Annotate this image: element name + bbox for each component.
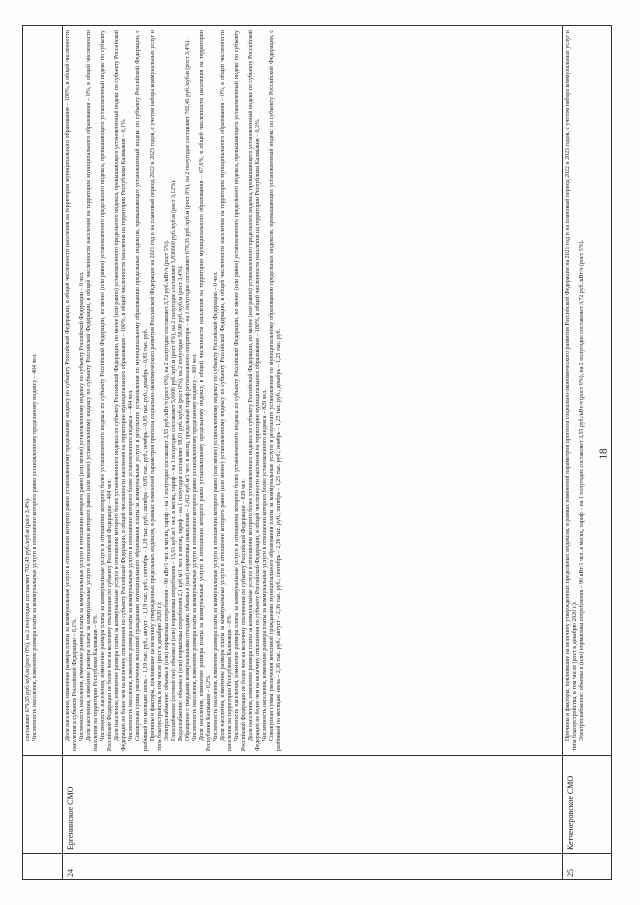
row-number-cell — [23, 853, 62, 879]
paragraph: Численность населения, изменение размера платы за коммунальные услуги в отношении которого более установленного индекса – 829 чел. — [262, 389, 269, 741]
page-number: 18 — [597, 448, 610, 460]
municipality-name-cell: Кетченеровское СМО — [563, 755, 611, 853]
paragraph: Причины и факторы, повлиявшие на величину утвержденных предельных индексов, в рамках изменений параметров прогноза социально-экономического развития Российской Федерации на 2021 год и на плановый период 2022 и 2023 годов, с учетом набора коммунальных услуг и типа благоустройства, в том числе (рост к декабрю 2020 г.): — [565, 30, 579, 751]
municipality-name-cell — [23, 755, 62, 853]
description-cell — [63, 26, 562, 755]
paragraph: Обращение с твердыми коммунальными отходами: объемы и (или) нормативы накопления – 1,412 куб.м/1 чел. в месяц, предельный тариф регионального оператора – на 1 полугодие составляет 679,35 руб./куб.м (рост 0%), на 2 полугодие составляет 702,45 руб./куб.м (рост 3,4%). — [184, 39, 191, 741]
description-cell — [23, 26, 62, 755]
paragraph: Совокупная сумма увеличения вносимой гражданами муниципального образования платы за коммунальные услуги в результате установления по муниципальному образованию предельных индексов, превышающих установленный индекс по субъекту Российской Федерации, с разбивкой по месяцам: июль – 2,36 тыс. руб.; август – 2,36 тыс. руб.; сентябрь – 2,36 тыс. руб.; октябрь – 1,25 тыс. руб.; ноябрь – 1,25 тыс. руб.; декабрь – 1,25 тыс. руб. — [269, 30, 283, 751]
paragraph: Причины и факторы, повлиявшие на величину утвержденных предельных индексов, в рамках изменений параметров прогноза социально-экономического развития Российской Федерации на 2021 год и на плановый период 2022 и 2023 годов, с учетом набора коммунальных услуг и типа благоустройства, в том числе (рост к декабрю 2020 г.): — [149, 30, 163, 751]
table-row — [63, 26, 563, 879]
row-number-cell: 25 — [563, 853, 611, 879]
paragraph: Водоснабжение: объемы и (или) нормативы потребления 2,1 куб.м/1 чел. в месяц, тариф – на 1 полугодие составляет 58,01 руб./куб.м (рост 0%), на 2 полугодие 59,98 руб./куб.м (рост 3,4%). — [177, 265, 184, 741]
description-cell — [563, 26, 611, 755]
rotated-table-wrapper — [22, 25, 612, 880]
row-number-cell: 24 — [63, 853, 562, 879]
paragraph: Электроснабжение: объемы и (или) нормативы потребления – 90 кВт/1 чел. в месяц, тариф – на 1 полугодие составляет 3,55 руб./кВт/ч (рост 0%), на 2 полугодие составляет 3,72 руб./кВт/ч (рост 5%). — [579, 240, 586, 741]
table-row — [23, 26, 63, 879]
paragraph: Доля населения, изменение размера платы за коммунальные услуги в отношении которого равно установленному предельному индексу по субъекту Российской Федерации, в общей численности населения на территории муниципального образования – 100%, в общей численности населения в субъекте Российской Федерации – 0,1%. — [65, 30, 79, 751]
paragraph: Численность населения, изменение размера платы за коммунальные услуги в отношении которого более установленного индекса по субъекту Российской Федерации, но менее (или равно) установленного предельного индекса, превышающего установленный индекс по субъекту Российской Федерации не более чем на величину отклонения по субъекту Российской Федерации – 829 чел. — [234, 30, 248, 751]
paragraph: Доля населения, изменение размера платы за коммунальные услуги в отношении которого более установленного индекса по субъекту Российской Федерации, но менее (или равно) установленного предельного индекса, превышающего установленный индекс по субъекту Российской Федерации не более чем на величину отклонения по субъекту Российской Федерации, в общей численности населения на территории муниципального образования – 100%, в общей численности населения на территории Республики Калмыкия – 0,1%. — [114, 30, 128, 751]
paragraph: Доля населения, изменение размера платы за коммунальные услуги в отношении которого равно (или менее) установленному индексу по субъекту Российской Федерации, в общей численности населения на территории муниципального образования – 0%, в общей численности населения на территории Республики Калмыкия – 0%. — [86, 30, 100, 751]
paragraph: Численность населения, изменение размера платы за коммунальные услуги в отношении которого равно (или менее) установленному индексу по субъекту Российской Федерации – 0 чел. — [212, 271, 219, 741]
paragraph: Доля населения, изменение размера платы за коммунальные услуги в отношении которого более установленного индекса по субъекту Российской Федерации, но менее (или равно) установленного предельного индекса, превышающего установленный индекс по субъекту Российской Федерации не более чем на величину отклонения по субъекту Российской Федерации, в общей численности населения на территории муниципального образования – 100%, в общей численности населения на территории Республики Калмыкия – 0,3%. — [248, 30, 262, 751]
paragraph: Газоснабжение (сетевой газ): объемы и (или) нормативы потребления – 15,01 куб.м/1 чел. в месяц, тариф – на 1 полугодие составляет 5,6606 руб./куб.м (рост 0%), на 2 полугодие составляет 5,836660 руб./куб.м (рост 3,12%). — [170, 179, 177, 741]
paragraph: Электроснабжение: объемы и (или) нормативы потребления – 90 кВт/1 чел. в месяц, тариф – на 1 полугодие составляет 3,55 руб./кВт/ч (рост 0%), на 2 полугодие составляет 3,72 руб./кВт/ч (рост 5%). — [163, 240, 170, 741]
paragraph: составляет 679,35 руб./куб.м (рост 0%), на 2 полугодие составляет 702,45 руб./куб.м (рост 3,4%). — [25, 497, 31, 741]
paragraph: Доля населения, изменение размера платы за коммунальные услуги в отношении которого равно установленному предельному индексу, в общей численности населения на территории муниципального образования – 67,6%, в общей численности населения на территории Республики Калмыкия – 0,2%. — [198, 30, 212, 751]
paragraph: Доля населения, изменение размера платы за коммунальные услуги в отношении которого равно (или менее) установленному индексу по субъекту Российской Федерации, в общей численности населения на территории муниципального образования – 0%, в общей численности населения на территории Республики Калмыкия – 0%. — [220, 30, 234, 751]
paragraph: Численность населения, изменение размера платы за коммунальные услуги в отношении которого равно установленному предельному индексу – 360 чел. — [191, 353, 198, 741]
paragraph: Численность населения, изменение размера платы за коммунальные услуги в отношении которого более установленного индекса – 404 чел. — [128, 389, 135, 741]
paragraph: Совокупная сумма увеличения вносимой гражданами муниципального образования платы за коммунальные услуги в результате установления по муниципальному образованию предельных индексов, превышающих установленный индекс по субъекту Российской Федерации, с разбивкой по месяцам: июль – 1,19 тыс. руб.; август – 1,19 тыс. руб.; сентябрь – 1,19 тыс. руб.; октябрь – 0,85 тыс. руб.; ноябрь – 0,85 тыс. руб.; декабрь – 0,85 тыс. руб. — [135, 30, 149, 751]
municipality-name-cell: Ергенинское СМО — [63, 755, 562, 853]
paragraph: Численность населения, изменение размера платы за коммунальные услуги в отношении которого равно установленному предельному индексу – 404 чел. — [32, 353, 39, 741]
paragraph: Численность населения, изменение размера платы за коммунальные услуги в отношении которого более установленного индекса по субъекту Российской Федерации, но менее (или равно) установленного предельного индекса, превышающего установленный индекс по субъекту Российской Федерации не более чем на величину отклонения по субъекту Российской Федерации – 404 чел. — [100, 30, 114, 751]
index-table — [22, 25, 612, 880]
paragraph: Численность населения, изменение размера платы за коммунальные услуги в отношении которого равно (или менее) установленному индексу по субъекту Российской Федерации – 0 чел. — [79, 271, 86, 741]
